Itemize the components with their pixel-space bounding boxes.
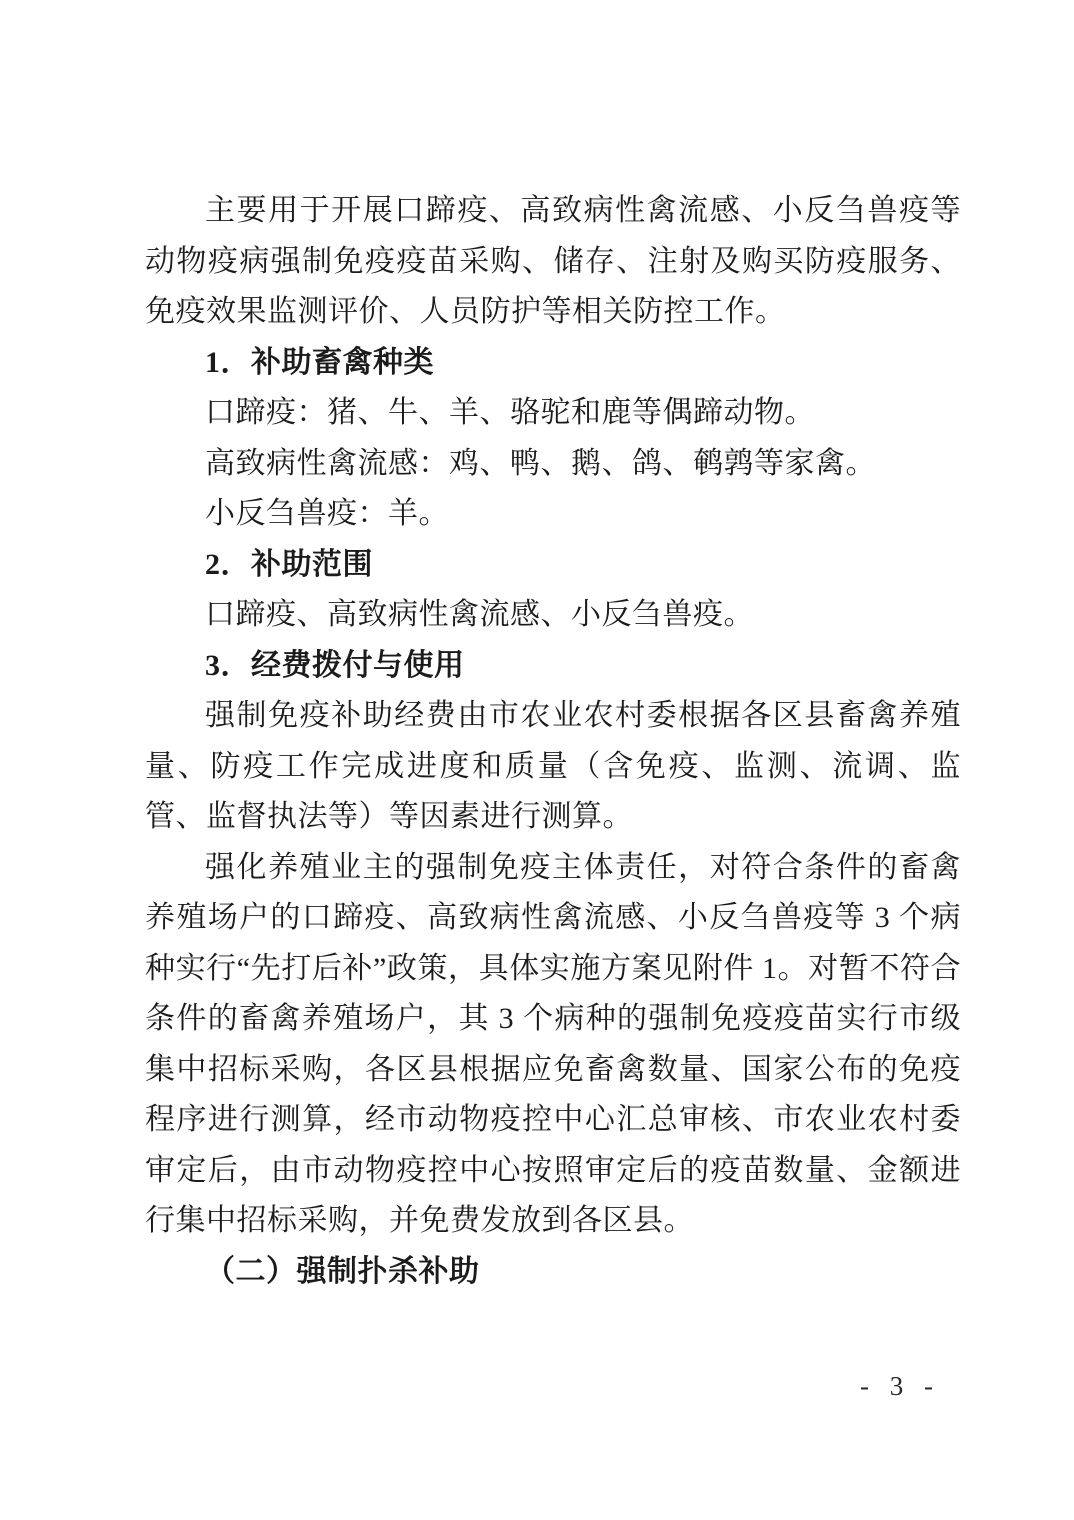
paragraph-fund-calculation: 强制免疫补助经费由市农业农村委根据各区县畜禽养殖量、防疫工作完成进度和质量（含免疫、监测、流调、监管、监督执法等）等因素进行测算。 bbox=[145, 699, 961, 833]
heading-section-2-compulsory-culling-subsidy: （二）强制扑杀补助 bbox=[205, 1254, 480, 1288]
heading-3-fund-allocation-and-use: 3．经费拨付与使用 bbox=[205, 648, 465, 682]
line-fmd-species: 口蹄疫：猪、牛、羊、骆驼和鹿等偶蹄动物。 bbox=[205, 396, 815, 429]
paragraph-overview: 主要用于开展口蹄疫、高致病性禽流感、小反刍兽疫等动物疫病强制免疫疫苗采购、储存、注射及购买防疫服务、免疫效果监测评价、人员防护等相关防控工作。 bbox=[145, 194, 961, 328]
heading-2-subsidy-scope: 2．补助范围 bbox=[205, 547, 373, 581]
paragraph-vaccination-policy: 强化养殖业主的强制免疫主体责任，对符合条件的畜禽养殖场户的口蹄疫、高致病性禽流感、小反刍兽疫等 3 个病种实行“先打后补”政策，具体实施方案见附件 1。对暂不符合条件的畜禽养殖场户，其 3 个病种的强制免疫疫苗实行市级集中招标采购，各区县根据应免畜禽数量、国家公布的免疫程序进行测算，经市动物疫控中心汇总审核、市农业农村委审定后，由市动物疫控中心按照审定后的疫苗数量、金额进行集中招标采购，并免费发放到各区县。 bbox=[145, 850, 961, 1237]
line-avian-influenza-species: 高致病性禽流感：鸡、鸭、鹅、鸽、鹌鹑等家禽。 bbox=[205, 446, 876, 480]
document-body bbox=[145, 186, 961, 1297]
line-ppr-species: 小反刍兽疫：羊。 bbox=[205, 497, 449, 530]
line-subsidy-scope: 口蹄疫、高致病性禽流感、小反刍兽疫。 bbox=[205, 598, 754, 631]
page-number: - 3 - bbox=[860, 1371, 940, 1401]
heading-1-subsidy-livestock-species: 1．补助畜禽种类 bbox=[205, 345, 434, 379]
